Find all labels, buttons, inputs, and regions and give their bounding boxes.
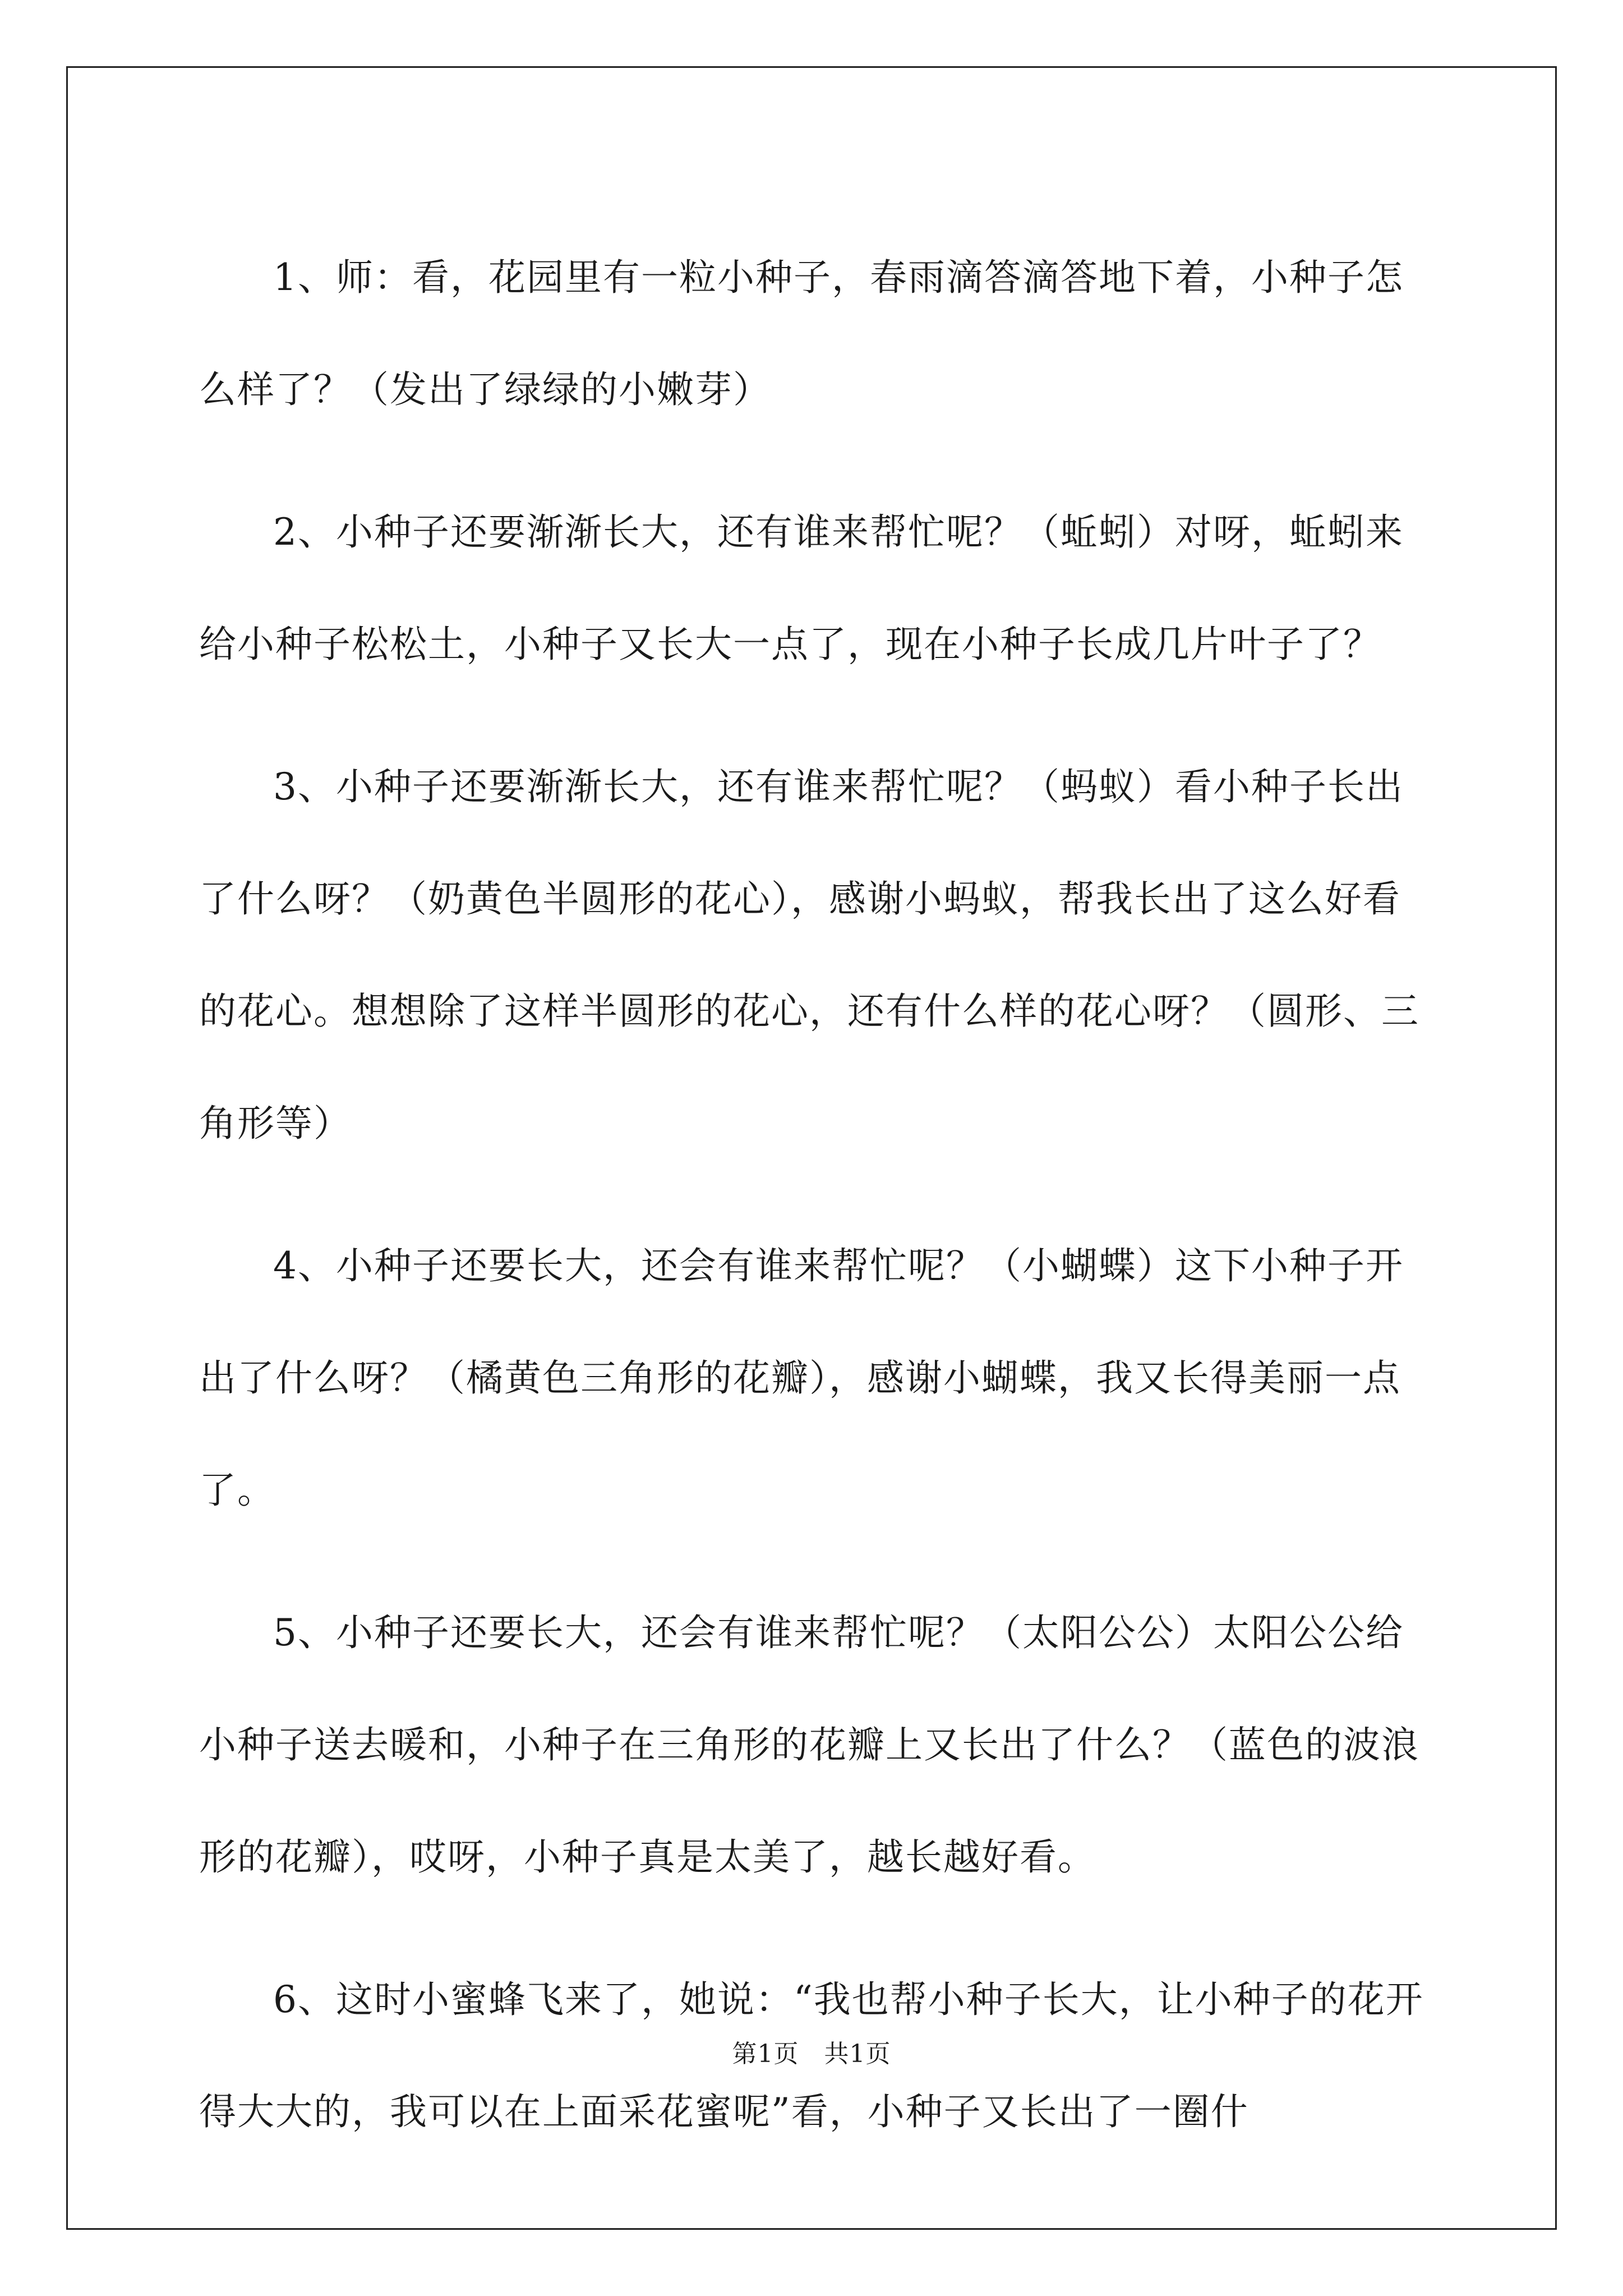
paragraph-4: 4、小种子还要长大，还会有谁来帮忙呢？（小蝴蝶）这下小种子开出了什么呀？（橘黄色三角形的花瓣），感谢小蝴蝶，我又长得美丽一点了。 [199,1244,1404,1512]
paragraph-2: 2、小种子还要渐渐长大，还有谁来帮忙呢？（蚯蚓）对呀，蚯蚓来给小种子松松土，小种子又长大一点了，现在小种子长成几片叶子了？ [199,510,1404,666]
page-footer: 第1页 共1页 [732,2040,891,2068]
paragraph-1: 1、师：看，花园里有一粒小种子，春雨滴答滴答地下着，小种子怎么样了？（发出了绿绿的小嫩芽） [199,256,1404,411]
paragraph-5: 5、小种子还要长大，还会有谁来帮忙呢？（太阳公公）太阳公公给小种子送去暖和，小种子在三角形的花瓣上又长出了什么？（蓝色的波浪形的花瓣），哎呀，小种子真是太美了，越长越好看。 [199,1611,1419,1879]
document-body [199,222,1433,2198]
paragraph-3: 3、小种子还要渐渐长大，还有谁来帮忙呢？（蚂蚁）看小种子长出了什么呀？（奶黄色半圆形的花心），感谢小蚂蚁，帮我长出了这么好看的花心。想想除了这样半圆形的花心，还有什么样的花心呀？（圆形、三角形等） [199,765,1419,1145]
paragraph-6: 6、这时小蜜蜂飞来了，她说：“我也帮小种子长大，让小种子的花开得大大的，我可以在上面采花蜜呢”看，小种子又长出了一圈什 [199,1978,1424,2133]
